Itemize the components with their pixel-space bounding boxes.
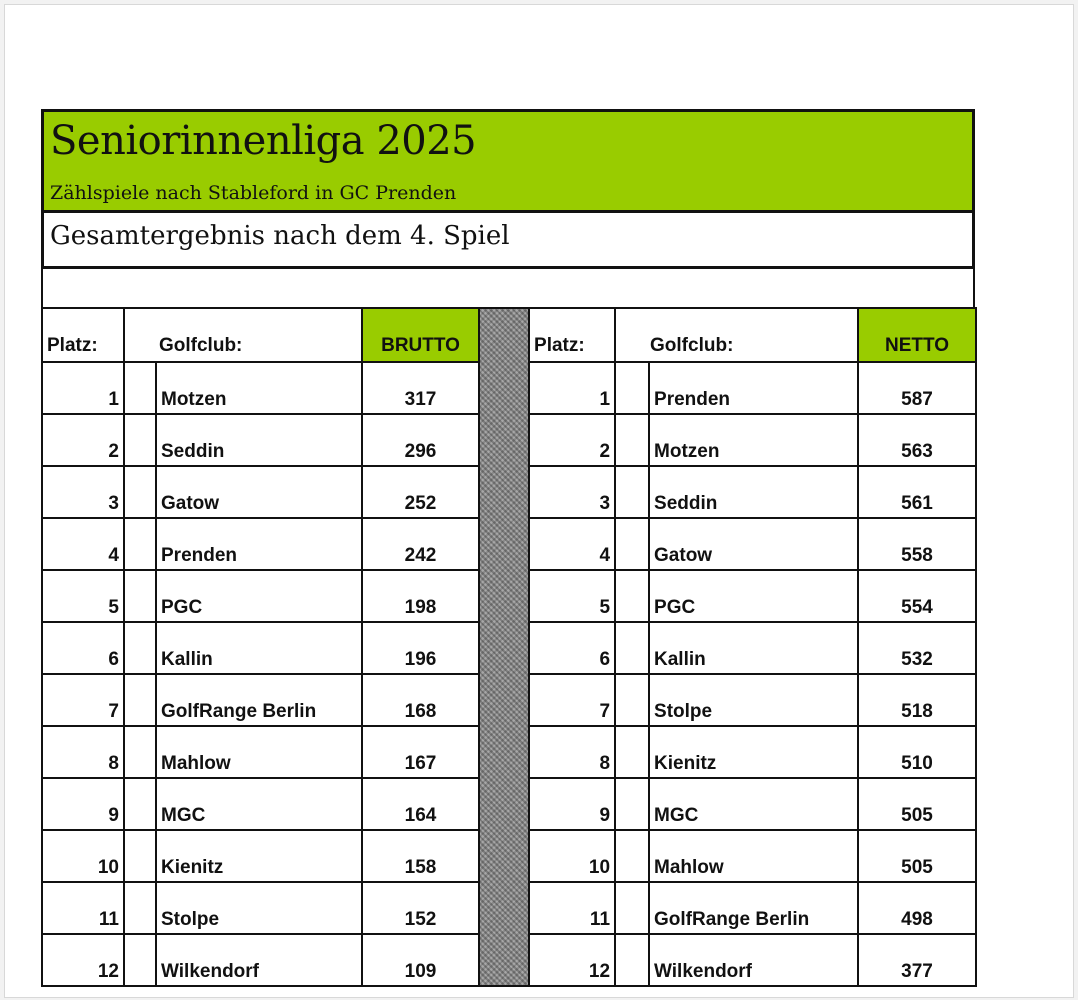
netto-score-cell: 510 [858, 726, 976, 778]
netto-club-cell: Kienitz [649, 726, 858, 778]
brutto-club-cell: Seddin [156, 414, 362, 466]
brutto-rank-cell: 10 [42, 830, 124, 882]
brutto-gap-cell [124, 622, 156, 674]
netto-club-cell: GolfRange Berlin [649, 882, 858, 934]
netto-gap-cell [615, 882, 649, 934]
brutto-club-cell: Mahlow [156, 726, 362, 778]
netto-gap-cell [615, 362, 649, 414]
netto-score-cell: 532 [858, 622, 976, 674]
netto-score-cell: 498 [858, 882, 976, 934]
brutto-club-cell: MGC [156, 778, 362, 830]
page-subtitle: Zählspiele nach Stableford in GC Prenden [50, 182, 457, 204]
netto-club-cell: MGC [649, 778, 858, 830]
brutto-score-cell: 109 [362, 934, 479, 986]
brutto-score-cell: 198 [362, 570, 479, 622]
netto-rank-cell: 9 [529, 778, 615, 830]
page-title: Seniorinnenliga 2025 [50, 118, 477, 164]
brutto-gap-cell [124, 570, 156, 622]
netto-rank-cell: 6 [529, 622, 615, 674]
netto-gap-cell [615, 622, 649, 674]
netto-club-cell: Kallin [649, 622, 858, 674]
netto-gap-cell [615, 778, 649, 830]
netto-gap-cell [615, 466, 649, 518]
netto-club-cell: Wilkendorf [649, 934, 858, 986]
netto-score-cell: 377 [858, 934, 976, 986]
brutto-gap-cell [124, 830, 156, 882]
netto-score-cell: 563 [858, 414, 976, 466]
netto-score-cell: 505 [858, 830, 976, 882]
brutto-rank-cell: 6 [42, 622, 124, 674]
brutto-gap-cell [124, 518, 156, 570]
netto-club-cell: Mahlow [649, 830, 858, 882]
brutto-club-cell: Stolpe [156, 882, 362, 934]
brutto-club-cell: Kienitz [156, 830, 362, 882]
brutto-gap-cell [124, 674, 156, 726]
brutto-rank-cell: 11 [42, 882, 124, 934]
netto-rank-cell: 12 [529, 934, 615, 986]
brutto-rank-cell: 9 [42, 778, 124, 830]
netto-gap-cell [615, 674, 649, 726]
netto-rank-cell: 5 [529, 570, 615, 622]
brutto-score-cell: 167 [362, 726, 479, 778]
brutto-rank-cell: 1 [42, 362, 124, 414]
netto-gap-cell [615, 414, 649, 466]
netto-club-cell: Prenden [649, 362, 858, 414]
netto-score-cell: 558 [858, 518, 976, 570]
spacer-row [41, 269, 975, 307]
netto-rank-cell: 4 [529, 518, 615, 570]
status-banner [41, 213, 975, 269]
netto-gap-cell [615, 934, 649, 986]
brutto-score-cell: 317 [362, 362, 479, 414]
brutto-club-cell: Kallin [156, 622, 362, 674]
title-banner [41, 109, 975, 213]
brutto-club-cell: Motzen [156, 362, 362, 414]
brutto-club-cell: Gatow [156, 466, 362, 518]
brutto-platz-header: Platz: [42, 308, 124, 362]
netto-rank-cell: 1 [529, 362, 615, 414]
brutto-rank-cell: 2 [42, 414, 124, 466]
brutto-header: BRUTTO [362, 308, 479, 362]
brutto-club-cell: Prenden [156, 518, 362, 570]
table-header-row [42, 308, 976, 362]
netto-club-cell: Stolpe [649, 674, 858, 726]
brutto-rank-cell: 12 [42, 934, 124, 986]
netto-rank-cell: 11 [529, 882, 615, 934]
brutto-score-cell: 196 [362, 622, 479, 674]
brutto-club-cell: GolfRange Berlin [156, 674, 362, 726]
netto-rank-cell: 8 [529, 726, 615, 778]
brutto-gap-cell [124, 778, 156, 830]
netto-score-cell: 505 [858, 778, 976, 830]
netto-rank-cell: 10 [529, 830, 615, 882]
brutto-gap-cell [124, 466, 156, 518]
brutto-rank-cell: 5 [42, 570, 124, 622]
brutto-score-cell: 296 [362, 414, 479, 466]
document-page [4, 4, 1074, 998]
brutto-rank-cell: 8 [42, 726, 124, 778]
brutto-rank-cell: 7 [42, 674, 124, 726]
brutto-score-cell: 252 [362, 466, 479, 518]
netto-gap-cell [615, 570, 649, 622]
results-document [41, 109, 975, 987]
brutto-score-cell: 164 [362, 778, 479, 830]
netto-rank-cell: 2 [529, 414, 615, 466]
brutto-score-cell: 152 [362, 882, 479, 934]
netto-gap-cell [615, 726, 649, 778]
netto-gap-cell [615, 830, 649, 882]
netto-club-cell: PGC [649, 570, 858, 622]
standings-caption: Gesamtergebnis nach dem 4. Spiel [50, 221, 510, 251]
brutto-club-cell: PGC [156, 570, 362, 622]
netto-header: NETTO [858, 308, 976, 362]
brutto-gap-cell [124, 414, 156, 466]
brutto-gap-cell [124, 882, 156, 934]
netto-score-cell: 561 [858, 466, 976, 518]
brutto-score-cell: 242 [362, 518, 479, 570]
netto-platz-header: Platz: [529, 308, 615, 362]
netto-club-cell: Gatow [649, 518, 858, 570]
brutto-rank-cell: 4 [42, 518, 124, 570]
netto-golfclub-header: Golfclub: [615, 308, 858, 362]
column-separator [479, 308, 529, 986]
brutto-gap-cell [124, 934, 156, 986]
netto-rank-cell: 7 [529, 674, 615, 726]
brutto-gap-cell [124, 726, 156, 778]
brutto-gap-cell [124, 362, 156, 414]
results-table [41, 307, 977, 987]
brutto-score-cell: 168 [362, 674, 479, 726]
netto-club-cell: Motzen [649, 414, 858, 466]
brutto-rank-cell: 3 [42, 466, 124, 518]
netto-score-cell: 587 [858, 362, 976, 414]
netto-rank-cell: 3 [529, 466, 615, 518]
brutto-golfclub-header: Golfclub: [124, 308, 362, 362]
netto-gap-cell [615, 518, 649, 570]
netto-score-cell: 518 [858, 674, 976, 726]
netto-score-cell: 554 [858, 570, 976, 622]
brutto-score-cell: 158 [362, 830, 479, 882]
netto-club-cell: Seddin [649, 466, 858, 518]
brutto-club-cell: Wilkendorf [156, 934, 362, 986]
